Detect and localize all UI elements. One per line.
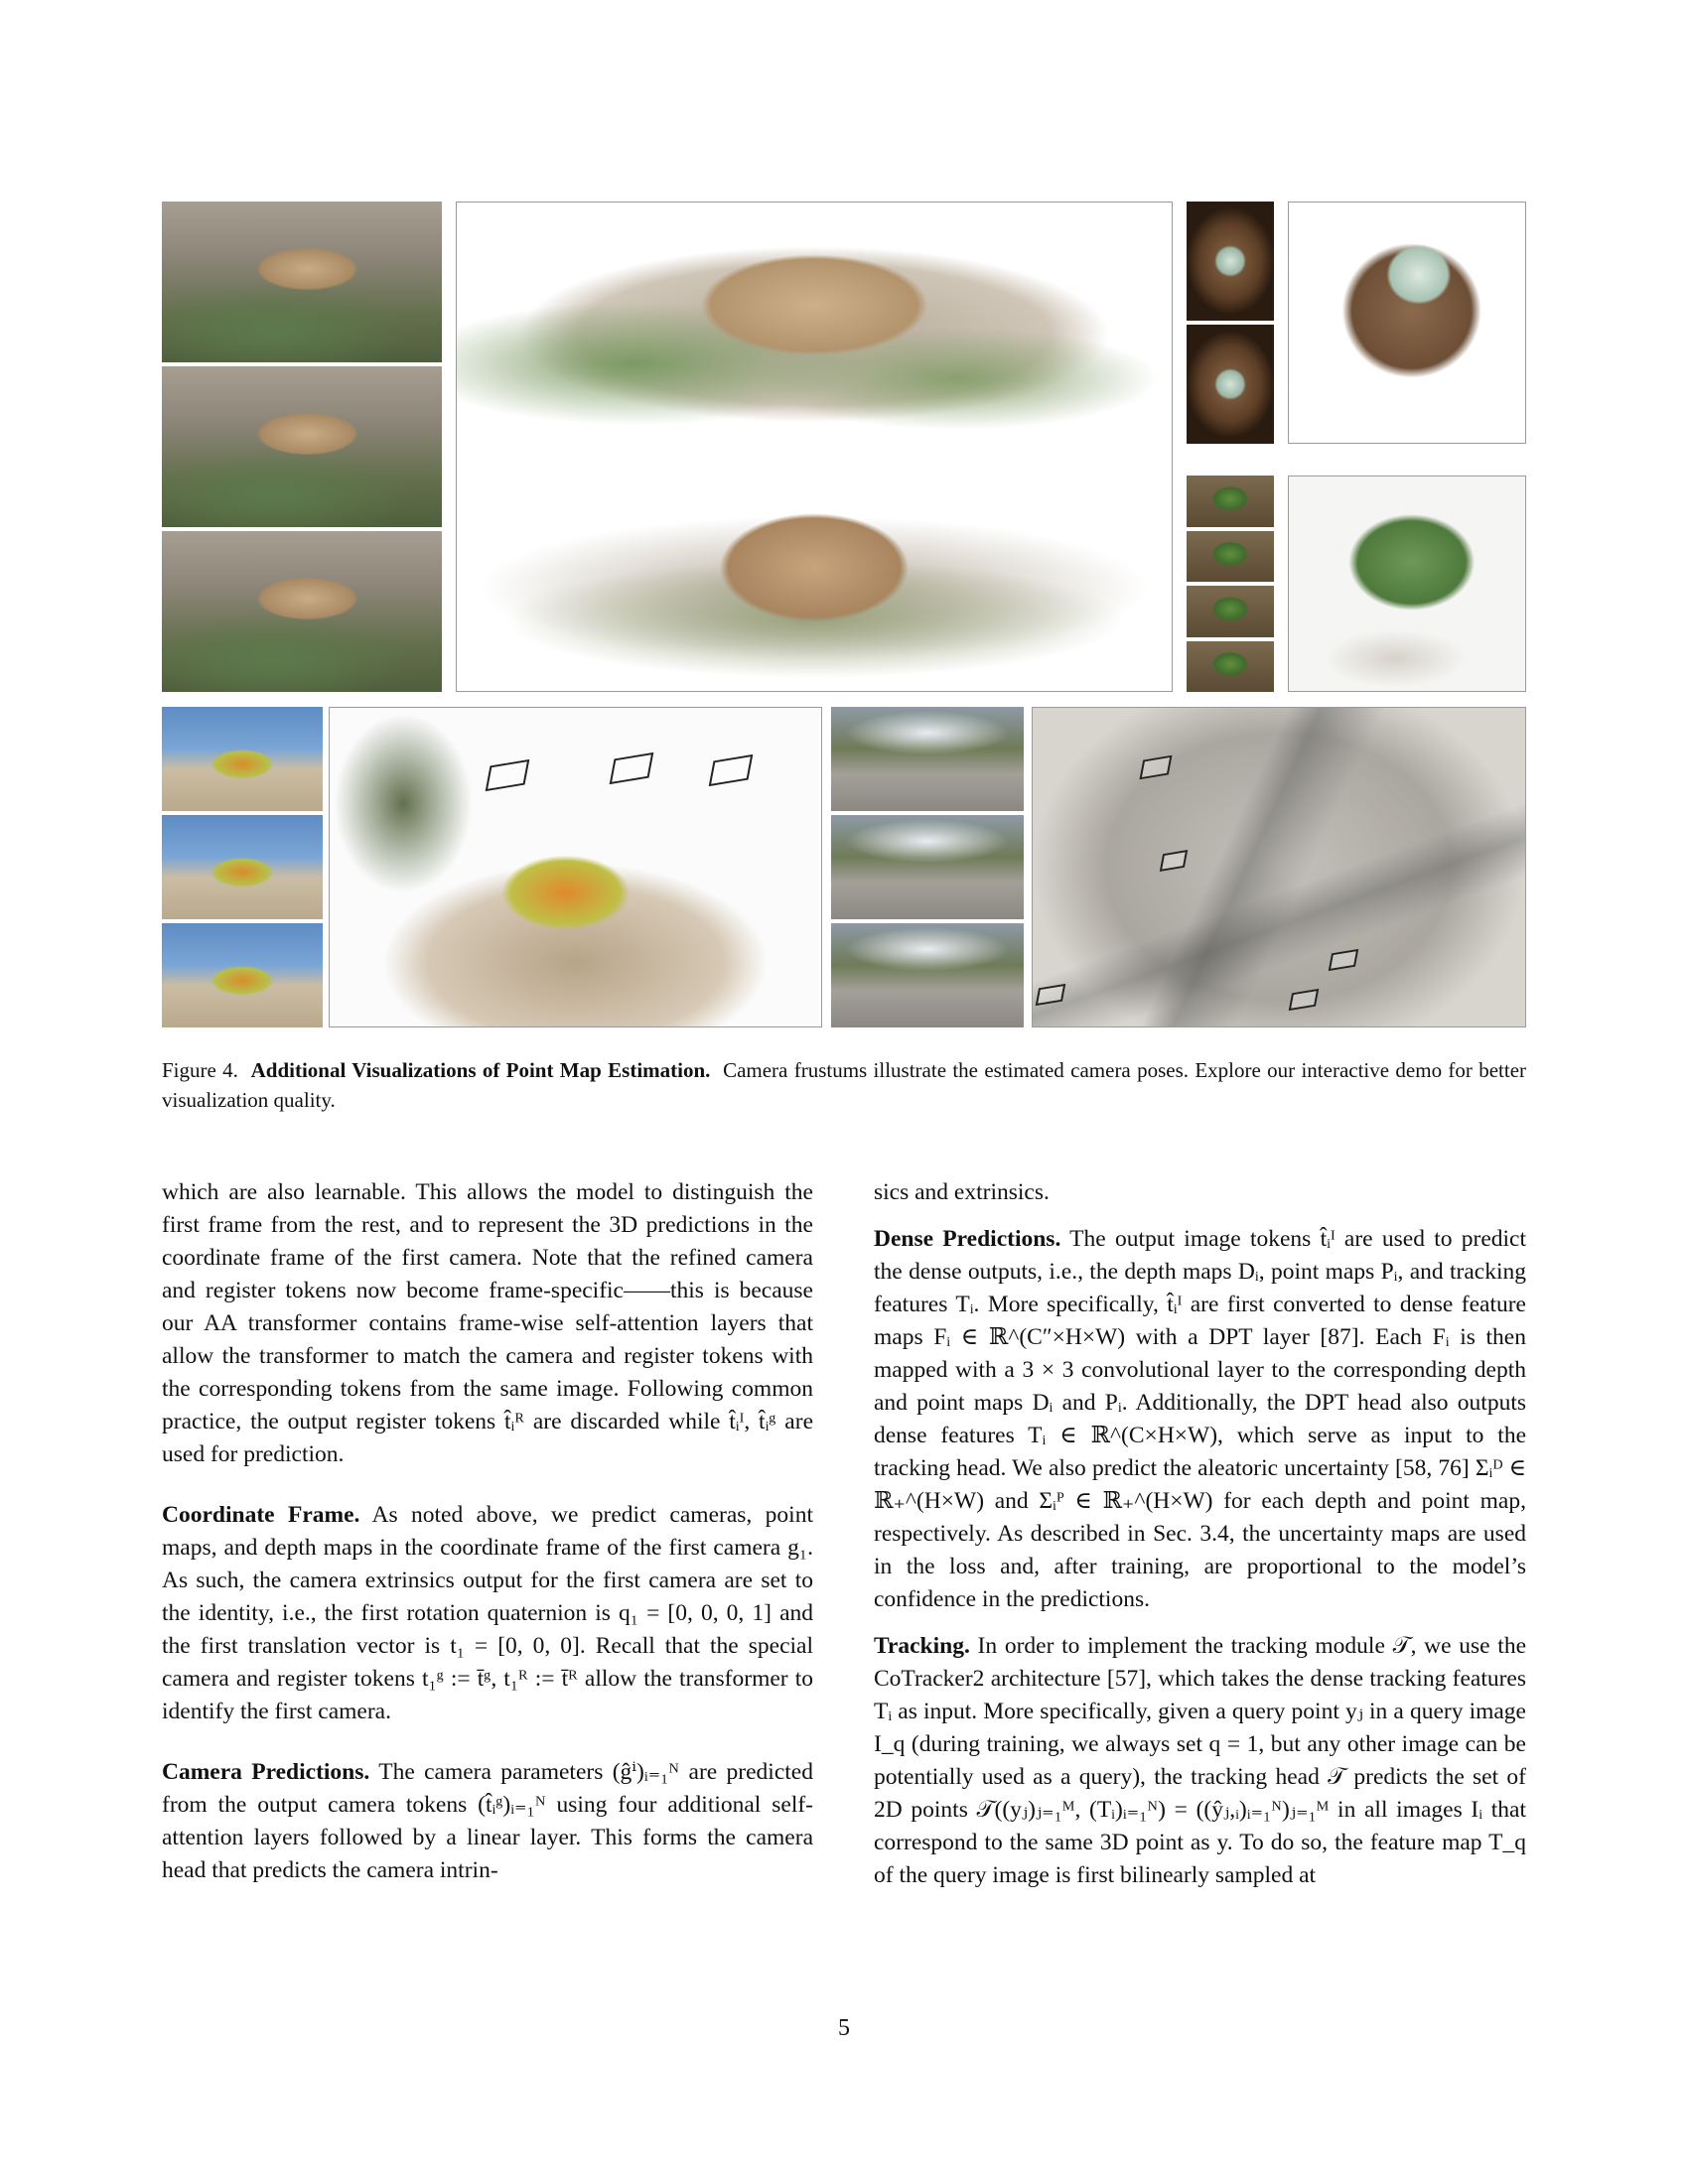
point-cloud-render: [457, 203, 1172, 495]
colosseum-point-map: [456, 202, 1173, 692]
paragraph-heading: Camera Predictions.: [162, 1759, 370, 1785]
input-frame-image: [1187, 202, 1274, 321]
figure-caption: [162, 1055, 1526, 1115]
input-frame-image: [162, 923, 323, 1027]
plant-point-map: [1288, 476, 1526, 692]
paragraph: [162, 1499, 813, 1728]
figure-caption-text: Camera frustums illustrate the estimated camera poses. Explore our interactive demo for better visualization quality.: [162, 1058, 1527, 1112]
input-frame-image: [162, 707, 323, 811]
figure-label: Figure 4.: [162, 1058, 238, 1082]
input-frame-image: [1187, 641, 1274, 693]
paragraph-text: As noted above, we predict cameras, point maps, and depth maps in the coordinate frame of the first camera g₁. As such, the camera extrinsics output for the first camera are set to the identity, i.e., the first rotation quaternion is q₁ = [0, 0, 0, 1] and the first translation vector is t₁ = [0, 0, 0]. Recall that the special camera and register tokens t₁ᵍ := t̄ᵍ, t₁ᴿ := t̄ᴿ allow the transformer to identify the first camera.: [162, 1502, 813, 1724]
camera-frustum: [1036, 984, 1066, 1006]
camera-frustum: [1329, 949, 1359, 971]
input-frame-image: [162, 202, 442, 362]
input-frame-image: [831, 815, 1024, 919]
paragraph-text: The output image tokens t̂ᵢᴵ are used to predict the dense outputs, i.e., the depth maps Dᵢ, point maps Pᵢ, and tracking features Tᵢ. More specifically, t̂ᵢᴵ are first converted to dense feature maps Fᵢ ∈ ℝ^(C″×H×W) with a DPT layer [87]. Each Fᵢ is then mapped with a 3 × 3 convolutional layer to the corresponding depth and point maps Dᵢ and Pᵢ. Additionally, the DPT head also outputs dense features Tᵢ ∈ ℝ^(C×H×W), which serve as input to the tracking head. We also predict the aleatoric uncertainty [58, 76] Σᵢᴰ ∈ ℝ₊^(H×W) and Σᵢᴾ ∈ ℝ₊^(H×W) for each depth and point map, respectively. As described in Sec. 3.4, the uncertainty maps are used in the loss and, after training, are proportional to the model’s confidence in the predictions.: [874, 1226, 1526, 1612]
camera-frustum: [486, 759, 530, 791]
playground-point-map: [329, 707, 822, 1027]
input-frame-image: [162, 366, 442, 527]
figure-title: Additional Visualizations of Point Map Estimation.: [250, 1058, 711, 1082]
input-frame-image: [1187, 325, 1274, 444]
paragraph-heading: Coordinate Frame.: [162, 1502, 360, 1528]
input-frame-image: [162, 531, 442, 692]
input-frame-image: [1187, 531, 1274, 583]
camera-frustum: [1139, 755, 1172, 780]
colosseum-input-frames: [162, 202, 442, 692]
input-frame-image: [1187, 476, 1274, 527]
left-column: [162, 1176, 813, 1901]
paragraph: [874, 1630, 1526, 1892]
camera-frustum: [1289, 989, 1320, 1011]
terrace-point-map: [1032, 707, 1526, 1027]
paragraph-heading: Tracking.: [874, 1633, 970, 1659]
input-frame-image: [831, 707, 1024, 811]
dome-point-map: [1288, 202, 1526, 444]
camera-frustum: [709, 754, 754, 786]
input-frame-image: [1187, 586, 1274, 637]
point-cloud-render: [457, 485, 1172, 691]
paragraph-text: In order to implement the tracking module 𝒯, we use the CoTracker2 architecture [57], which takes the dense tracking features Tᵢ as input. More specifically, given a query point yⱼ in a query image I_q (during training, we always set q = 1, but any other image can be potentially used as a query), the tracking head 𝒯 predicts the set of 2D points 𝒯((yⱼ)ⱼ₌₁ᴹ, (Tᵢ)ᵢ₌₁ᴺ) = ((ŷⱼ,ᵢ)ᵢ₌₁ᴺ)ⱼ₌₁ᴹ in all images Iᵢ that correspond to the same 3D point as y. To do so, the feature map T_q of the query image is first bilinearly sampled at: [874, 1633, 1526, 1888]
page-number: 5: [838, 2015, 850, 2041]
camera-frustum: [1160, 850, 1188, 872]
plant-input-frames: [1187, 476, 1274, 692]
right-column: [874, 1176, 1526, 1906]
playground-input-frames: [162, 707, 323, 1027]
paragraph: sics and extrinsics.: [874, 1179, 1050, 1205]
paragraph: [162, 1756, 813, 1887]
input-frame-image: [831, 923, 1024, 1027]
paragraph-heading: Dense Predictions.: [874, 1226, 1061, 1252]
paragraph: which are also learnable. This allows the model to distinguish the first frame from the rest, and to represent the 3D predictions in the coordinate frame of the first camera. Note that the refined camera and register tokens now become frame-specific——this is because our AA transformer contains frame-wise self-attention layers that allow the transformer to match the camera and register tokens with the corresponding tokens from the same image. Following common practice, the output register tokens t̂ᵢᴿ are discarded while t̂ᵢᴵ, t̂ᵢᵍ are used for prediction.: [162, 1179, 813, 1467]
paragraph: [874, 1223, 1526, 1616]
paragraph-text: The camera parameters (ĝⁱ)ᵢ₌₁ᴺ are predicted from the output camera tokens (t̂ᵢᵍ)ᵢ₌₁ᴺ using four additional self-attention layers followed by a linear layer. This forms the camera head that predicts the camera intrin-: [162, 1759, 813, 1883]
dome-input-frames: [1187, 202, 1274, 444]
input-frame-image: [162, 815, 323, 919]
camera-frustum: [610, 752, 654, 784]
terrace-input-frames: [831, 707, 1024, 1027]
